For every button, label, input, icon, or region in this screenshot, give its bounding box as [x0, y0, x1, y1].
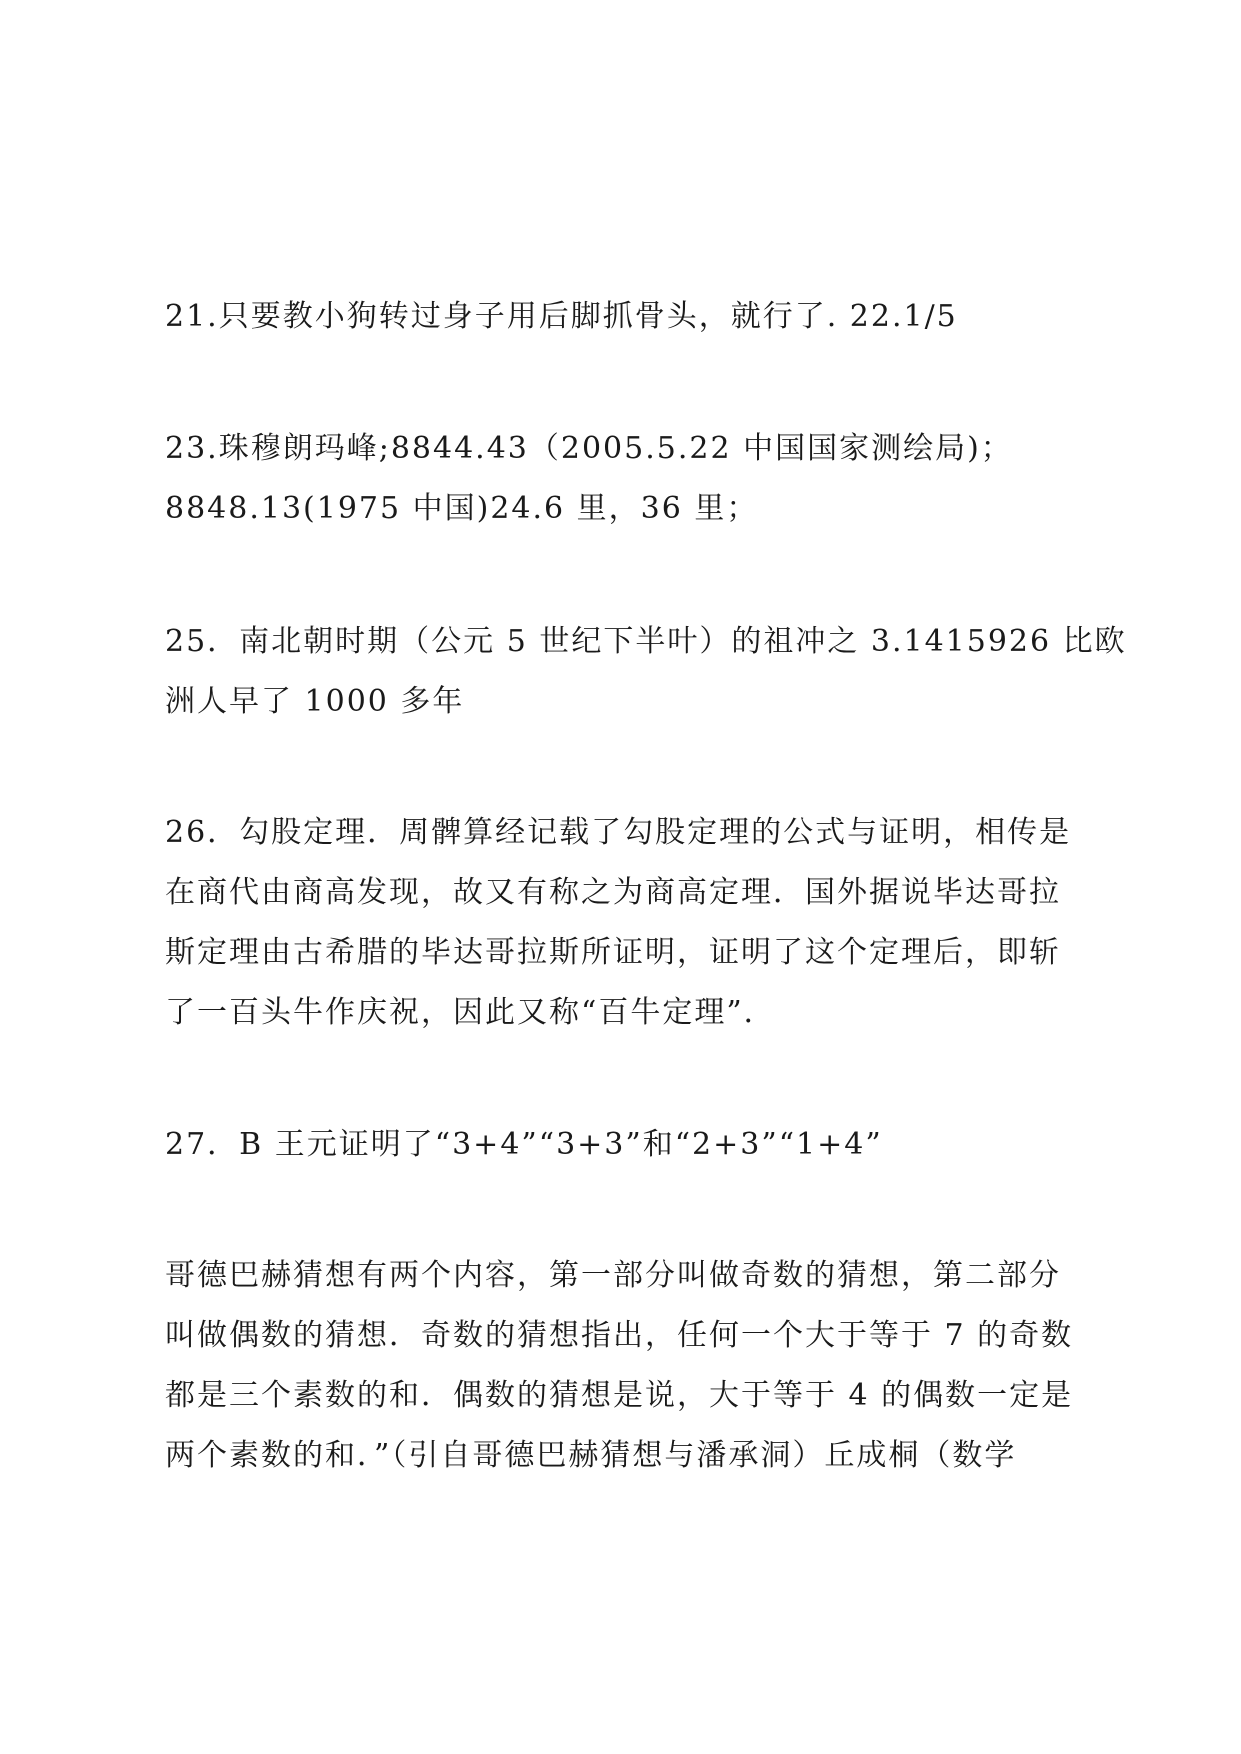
goldbach-paragraph-line-4: 两个素数的和．”（引自哥德巴赫猜想与潘承洞）丘成桐（数学 — [165, 1438, 1017, 1473]
answer-27: 27．B 王元证明了“3+4”“3+3”和“2+3”“1+4” — [165, 1127, 883, 1162]
answer-25-line-2: 洲人早了 1000 多年 — [165, 684, 465, 719]
answer-26-line-1: 26．勾股定理．周髀算经记载了勾股定理的公式与证明，相传是 — [165, 815, 1072, 850]
answer-25-line-1: 25．南北朝时期（公元 5 世纪下半叶）的祖冲之 3.1415926 比欧 — [165, 624, 1127, 659]
goldbach-paragraph-line-1: 哥德巴赫猜想有两个内容，第一部分叫做奇数的猜想，第二部分 — [165, 1258, 1061, 1293]
answer-26-line-3: 斯定理由古希腊的毕达哥拉斯所证明，证明了这个定理后，即斩 — [165, 935, 1061, 970]
answer-26-line-2: 在商代由商高发现，故又有称之为商高定理．国外据说毕达哥拉 — [165, 875, 1061, 910]
goldbach-paragraph-line-3: 都是三个素数的和．偶数的猜想是说，大于等于 4 的偶数一定是 — [165, 1378, 1074, 1413]
goldbach-paragraph-line-2: 叫做偶数的猜想．奇数的猜想指出，任何一个大于等于 7 的奇数 — [165, 1318, 1074, 1353]
answer-23-line-1: 23.珠穆朗玛峰;8844.43（2005.5.22 中国国家测绘局)； — [165, 431, 1013, 466]
answer-21-22: 21.只要教小狗转过身子用后脚抓骨头，就行了. 22.1/5 — [165, 299, 958, 334]
answer-23-line-2: 8848.13(1975 中国)24.6 里，36 里； — [165, 491, 759, 526]
answer-26-line-4: 了一百头牛作庆祝，因此又称“百牛定理”． — [165, 995, 776, 1030]
